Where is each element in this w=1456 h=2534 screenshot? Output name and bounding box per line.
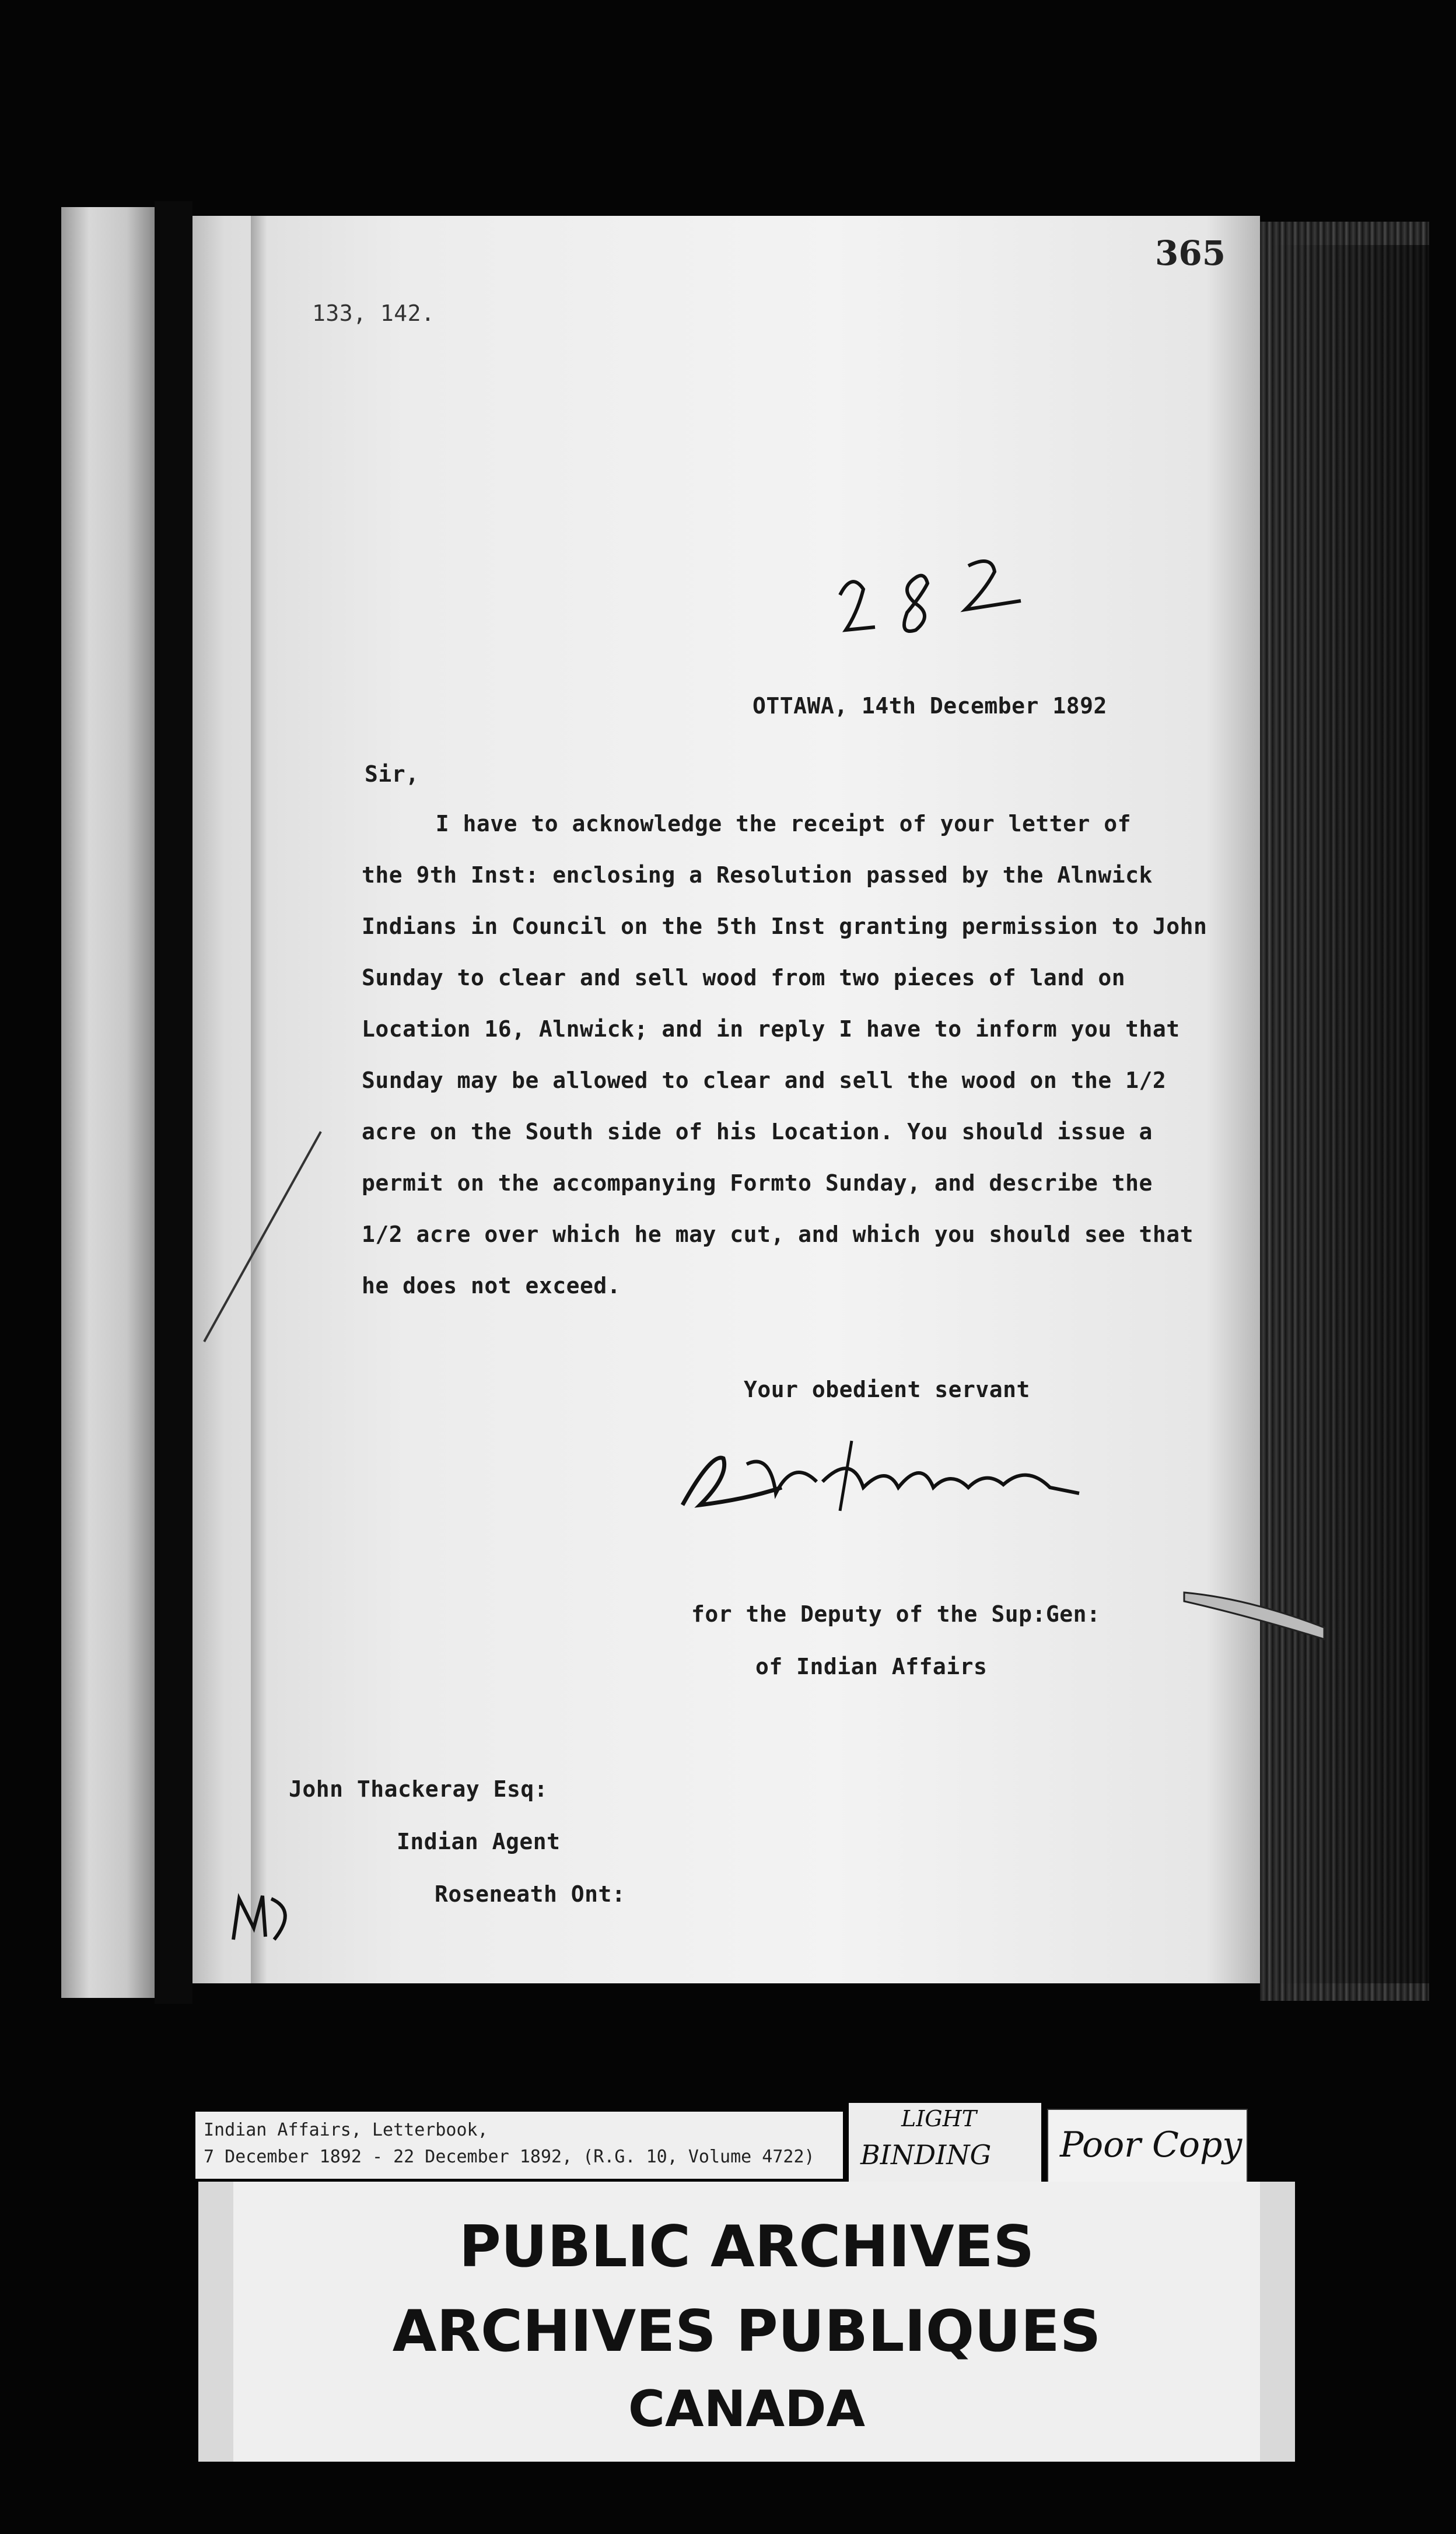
body-line: I have to acknowledge the receipt of your letter of [408, 811, 1132, 836]
label-line-1: Indian Affairs, Letterbook, [204, 2120, 488, 2140]
handwritten-number [828, 548, 1073, 653]
body-line: Sunday may be allowed to clear and sell the wood on the 1/2 [362, 1068, 1167, 1093]
left-page-edge [61, 207, 155, 1998]
body-line: the 9th Inst: enclosing a Resolution passed by the Alnwick [362, 862, 1153, 888]
archive-reference-label [195, 2112, 843, 2179]
right-page-shadow [1272, 245, 1429, 1983]
stamp-line-3: CANADA [628, 2380, 866, 2438]
stamp-card [233, 2182, 1260, 2462]
recipient-location: Roseneath Ont: [435, 1881, 626, 1907]
body-line: he does not exceed. [362, 1273, 621, 1298]
margin-pencil-mark [192, 1120, 327, 1353]
reference-number: 133, 142. [312, 300, 435, 326]
signature-department: of Indian Affairs [755, 1654, 988, 1679]
page-number: 365 [1155, 233, 1226, 273]
binding-note-bottom: BINDING [860, 2139, 992, 2171]
body-line: Location 16, Alnwick; and in reply I have to inform you that [362, 1016, 1180, 1042]
label-line-2: 7 December 1892 - 22 December 1892, (R.G. 10, Volume 4722) [204, 2147, 815, 2167]
salutation: Sir, [365, 761, 419, 787]
stamp-line-1: PUBLIC ARCHIVES [459, 2214, 1035, 2280]
letter-page [192, 216, 1260, 1983]
margin-initials [222, 1881, 303, 1951]
recipient-name: John Thackeray Esq: [289, 1776, 548, 1802]
body-line: acre on the South side of his Location. You should issue a [362, 1119, 1153, 1144]
book-gutter [155, 201, 192, 2004]
signature-title: for the Deputy of the Sup:Gen: [691, 1601, 1101, 1627]
recipient-title: Indian Agent [397, 1829, 561, 1854]
signature [677, 1418, 1085, 1534]
place-date: OTTAWA, 14th December 1892 [752, 693, 1107, 719]
body-line: 1/2 acre over which he may cut, and which you should see that [362, 1222, 1194, 1247]
poor-copy-label [1047, 2109, 1248, 2184]
closing: Your obedient servant [744, 1377, 1030, 1402]
binding-note-top: LIGHT [901, 2106, 977, 2132]
body-line: permit on the accompanying Formto Sunday, and describe the [362, 1170, 1153, 1196]
binding-note-label [849, 2103, 1041, 2182]
stamp-line-2: ARCHIVES PUBLIQUES [392, 2298, 1101, 2365]
poor-copy-text: Poor Copy [1060, 2124, 1242, 2165]
page-binding-shadow [251, 216, 267, 1983]
bookmark-tip [1178, 1575, 1330, 1645]
body-line: Sunday to clear and sell wood from two pieces of land on [362, 965, 1126, 991]
body-line: Indians in Council on the 5th Inst granting permission to John [362, 914, 1208, 939]
archives-stamp [198, 2182, 1295, 2462]
